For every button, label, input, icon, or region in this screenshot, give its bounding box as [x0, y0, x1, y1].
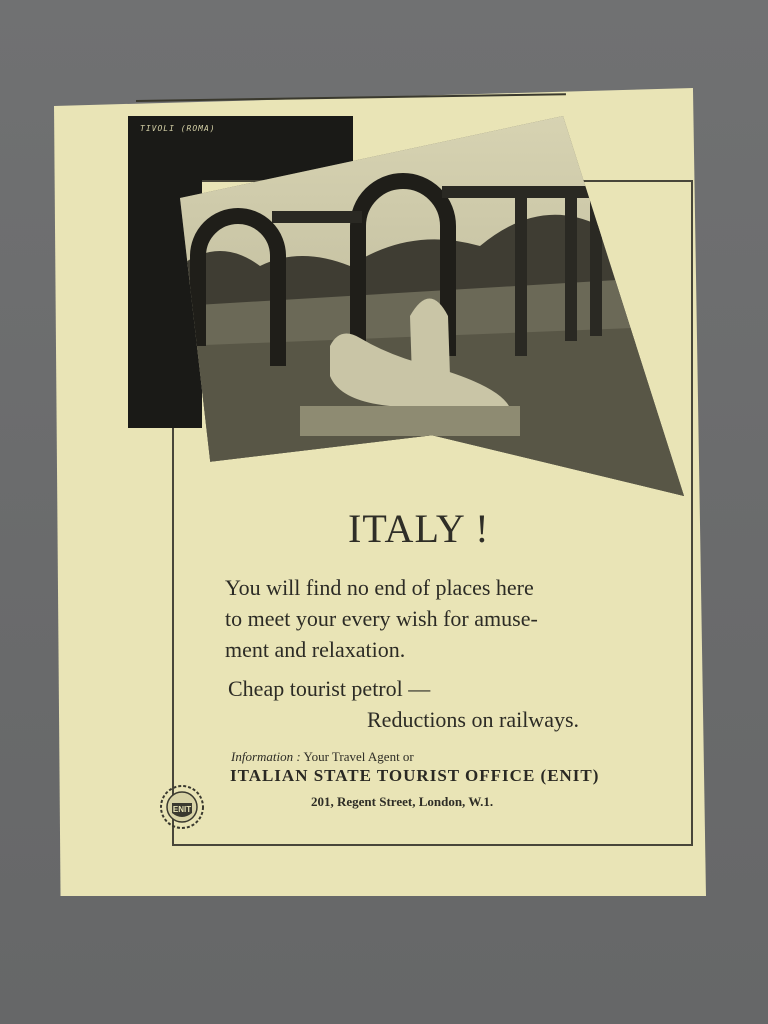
office-address: 201, Regent Street, London, W.1. [311, 794, 494, 809]
offer-railways: Reductions on railways. [367, 707, 580, 732]
body-line: to meet your every wish for amuse- [225, 606, 538, 631]
information-label: Information : [231, 749, 301, 764]
body-copy [225, 572, 655, 665]
body-line: You will find no end of places here [225, 575, 534, 600]
photo-caption: TIVOLI (ROMA) [140, 124, 216, 133]
information-line [231, 749, 414, 765]
body-line: ment and relaxation. [225, 637, 406, 662]
enit-seal-icon [158, 783, 206, 831]
headline: ITALY ! [348, 506, 490, 551]
seal-text: ENIT [172, 805, 192, 814]
offer-petrol: Cheap tourist petrol — [228, 676, 431, 701]
information-text: Your Travel Agent or [303, 749, 414, 764]
vertical-title [142, 210, 188, 410]
office-name: ITALIAN STATE TOURIST OFFICE (ENIT) [230, 766, 600, 785]
